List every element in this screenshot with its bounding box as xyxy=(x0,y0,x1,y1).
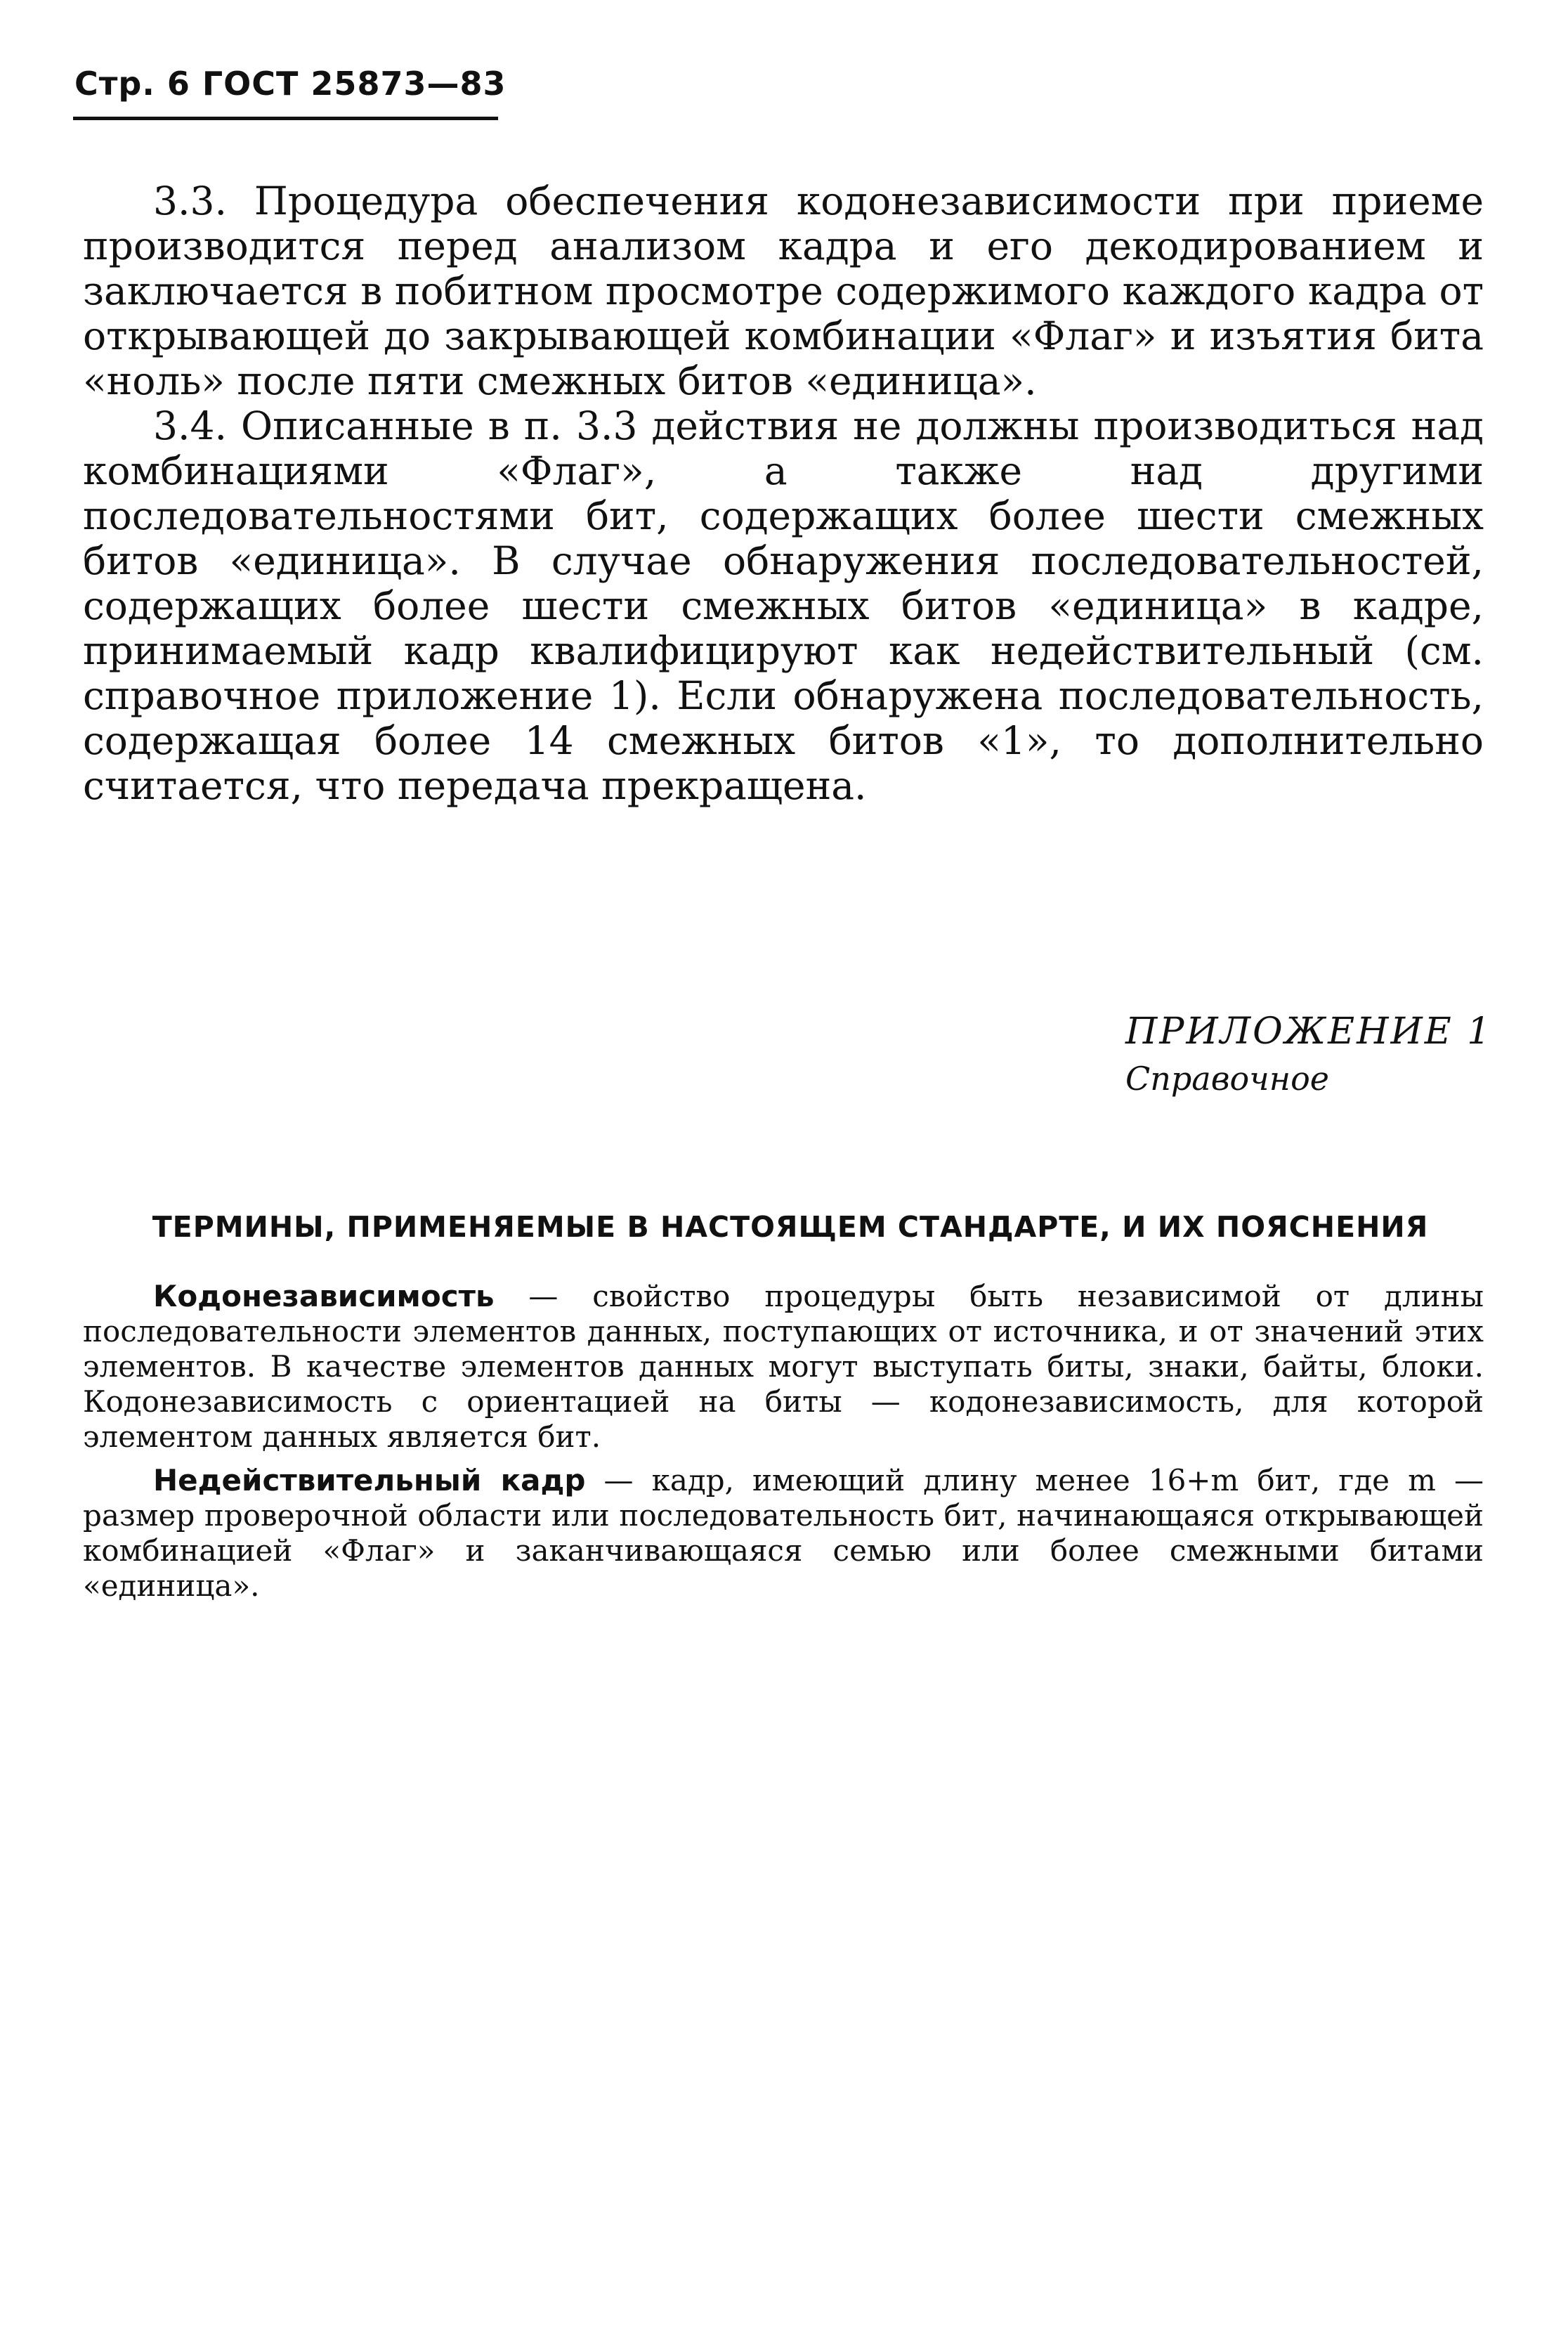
appendix-subtitle: Справочное xyxy=(1125,1060,1329,1098)
definition-codeindependence xyxy=(83,1279,1484,1455)
definition-term: Недействительный кадр xyxy=(153,1463,586,1497)
paragraph-3-3: 3.3. Процедура обеспечения кодонезависимости при приеме производится перед анализом кадра и его декодированием и заключается в побитном просмотре содержимого каждого кадра от открывающей до закрывающей комбинации «Флаг» и изъятия бита «ноль» после пяти смежных битов «единица». xyxy=(83,178,1484,403)
definition-text: — свойство процедуры быть независимой от длины последовательности элементов данных, поступающих от источника, и от значений этих элементов. В качестве элементов данных могут выступать биты, знаки, байты, блоки. Кодонезависимость с ориентацией на биты — кодонезависимость, для которой элементом данных является бит. xyxy=(83,1279,1484,1454)
definition-text: — кадр, имеющий длину менее 16+m бит, где m — размер проверочной области или последовательность бит, начинающаяся открывающей комбинацией «Флаг» и заканчивающаяся семью или более смежными битами «единица». xyxy=(83,1463,1484,1603)
definition-term: Кодонезависимость xyxy=(153,1279,495,1313)
header-rule xyxy=(73,117,498,120)
paragraph-3-4: 3.4. Описанные в п. 3.3 действия не должны производиться над комбинациями «Флаг», а также над другими последовательностями бит, содержащих более шести смежных битов «единица». В случае обнаружения последовательностей, содержащих более шести смежных битов «единица» в кадре, принимаемый кадр квалифицируют как недействительный (см. справочное приложение 1). Если обнаружена последовательность, содержащая более 14 смежных битов «1», то дополнительно считается, что передача прекращена. xyxy=(83,403,1484,808)
appendix-title: ПРИЛОЖЕНИЕ 1 xyxy=(1125,1010,1493,1053)
page-header: Стр. 6 ГОСТ 25873—83 xyxy=(74,65,507,103)
section-title: ТЕРМИНЫ, ПРИМЕНЯЕМЫЕ В НАСТОЯЩЕМ СТАНДАРТЕ, И ИХ ПОЯСНЕНИЯ xyxy=(152,1210,1429,1244)
definition-invalid-frame xyxy=(83,1463,1484,1604)
